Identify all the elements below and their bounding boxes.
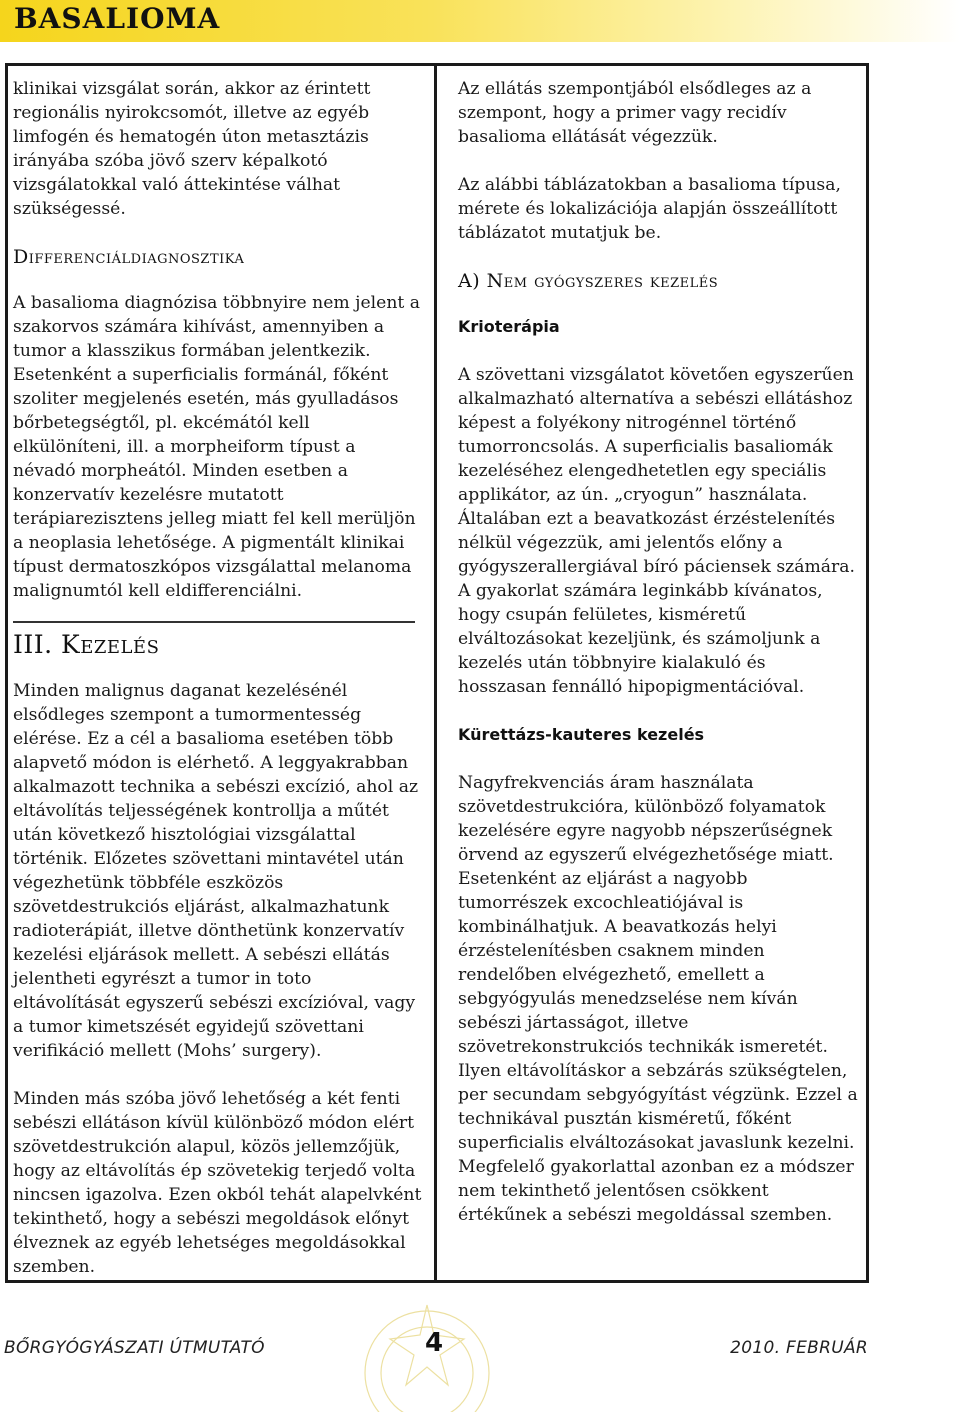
paragraph-care-aspect: Az ellátás szempontjából elsődleges az a szempont, hogy a primer vagy recidív basalioma ellátását végezzük. <box>458 79 812 147</box>
footer-publication: BŐRGYÓGYÁSZATI ÚTMUTATÓ <box>4 1338 265 1358</box>
heading-non-drug-treatment: A) Nem gyógyszeres kezelés <box>458 270 719 292</box>
heading-curettage-cautery: Kürettázs-kauteres kezelés <box>458 725 705 744</box>
page-number: 4 <box>425 1328 444 1358</box>
section-rule <box>13 621 415 623</box>
paragraph-tables-intro: Az alábbi táblázatokban a basalioma típusa, mérete és lokalizációja alapján összeállított táblázatot mutatjuk be. <box>458 175 841 243</box>
column-divider <box>434 63 437 1283</box>
page-title: BASALIOMA <box>14 2 221 35</box>
left-column <box>13 77 423 1303</box>
footer-date: 2010. FEBRUÁR <box>730 1338 868 1358</box>
section-title-treatment: III. Kezelés <box>13 630 160 659</box>
paragraph-treatment: Minden malignus daganat kezelésénél elsődleges szempont a tumormentesség elérése. Ez a cél a basalioma esetében több alapvető módon is elérhető. A leggyakrabban alkalmazott technika a sebészi excízió, ahol az eltávolítás teljességének kontrollja a műtét után következő hisztológiai vizsgálattal történik. Előzetes szövettani mintavétel után végezhetünk többféle eszközös szövetdestrukciós eljárást, alkalmazhatunk radioterápiát, illetve dönthetünk konzervatív kezelési eljárások mellett. A sebészi ellátás jelentheti egyrészt a tumor in toto eltávolítását egyszerű sebészi excízióval, vagy a tumor kimetszését egyidejű szövettani verifikáció mellett (Mohs’ surgery). <box>13 681 419 1061</box>
right-column <box>458 77 858 1251</box>
paragraph-cryotherapy: A szövettani vizsgálatot követően egyszerűen alkalmazható alternatíva a sebészi ellátáshoz képest a folyékony nitrogénnel történő tumorroncsolás. A superficialis basaliomák kezeléséhez elengedhetetlen egy speciális applikátor, az ún. „cryogun” használata. Általában ezt a beavatkozást érzéstelenítés nélkül végezzük, ami jelentős előny a gyógyszerallergiával bíró páciensek számára. A gyakorlat számára leginkább kívánatos, hogy csupán felületes, kisméretű elváltozásokat kezeljünk, és számoljunk a kezelés után többnyire kialakuló és hosszasan fennálló hipopigmentációval. <box>458 365 855 697</box>
heading-cryotherapy: Krioterápia <box>458 317 560 336</box>
paragraph-intro: klinikai vizsgálat során, akkor az érintett regionális nyirokcsomót, illetve az egyéb limfogén és hematogén úton metasztázis irányába szóba jövő szerv képalkotó vizsgálatokkal való áttekintése válhat szükségessé. <box>13 79 371 219</box>
paragraph-curettage-cautery: Nagyfrekvenciás áram használata szövetdestrukcióra, különböző folyamatok kezelésére egyre nagyobb népszerűségnek örvend az egyszerű elvégezhetősége miatt. Esetenként az eljárást a nagyobb tumorrészek excochleatiójával is kombinálhatjuk. A beavatkozás helyi érzéstelenítésben csaknem minden rendelőben elvégezhető, emellett a sebgyógyulás menedzselése nem kíván sebészi jártasságot, illetve szövetrekonstrukciós technikák ismeretét. Ilyen eltávolításkor a sebzárás szükségtelen, per secundam sebgyógyítást végzünk. Ezzel a technikával pusztán kisméretű, főként superficialis elváltozásokat javaslunk kezelni. Megfelelő gyakorlattal azonban ez a módszer nem tekinthető jelentősen csökkent értékűnek a sebészi megoldással szemben. <box>458 773 858 1225</box>
paragraph-differential: A basalioma diagnózisa többnyire nem jelent a szakorvos számára kihívást, amennyiben a tumor a klasszikus formában jelentkezik. Esetenként a superficialis formánál, főként szoliter megjelenés esetén, más gyulladásos bőrbetegségtől, pl. ekcémától kell elkülöníteni, ill. a morpheiform típust a névadó morpheától. Minden esetben a konzervatív kezelésre mutatott terápiarezisztens jelleg miatt fel kell merüljön a neoplasia lehetősége. A pigmentált klinikai típust dermatoszkópos vizsgálattal melanoma malignumtól kell eldifferenciálni. <box>13 293 421 601</box>
paragraph-other-options: Minden más szóba jövő lehetőség a két fenti sebészi ellátáson kívül különböző módon elért szövetdestrukción alapul, közös jellemzőjük, hogy az eltávolítás ép szövetekig terjedő volta nincsen igazolva. Ezen okból tehát alapelvként tekinthető, hogy a sebészi megoldások előnyt élveznek az egyéb lehetséges megoldásokkal szemben. <box>13 1089 422 1277</box>
heading-differential-diagnosis: Differenciáldiagnosztika <box>13 246 245 268</box>
